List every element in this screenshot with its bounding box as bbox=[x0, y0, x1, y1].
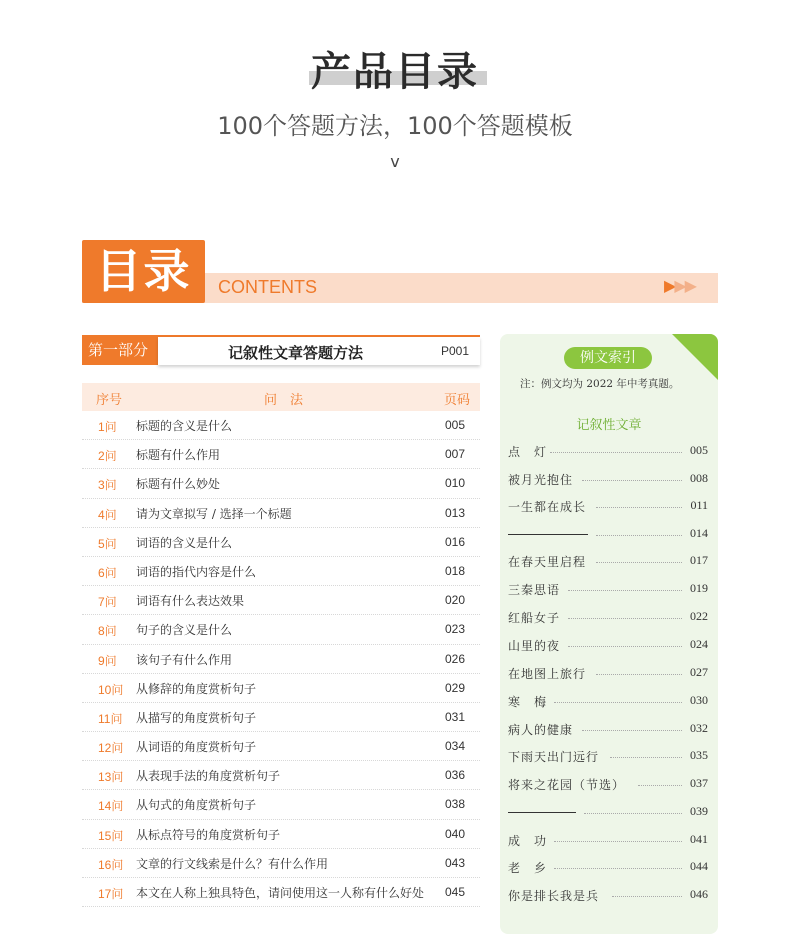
row-number: 2问 bbox=[98, 449, 117, 464]
index-item-page: 005 bbox=[690, 443, 708, 457]
row-question: 词语的指代内容是什么 bbox=[136, 564, 257, 579]
row-page: 043 bbox=[445, 855, 466, 870]
index-item-page: 039 bbox=[690, 804, 708, 818]
index-item-title: 三秦思语 bbox=[508, 583, 561, 597]
row-number: 10问 bbox=[98, 682, 124, 697]
index-item-page: 022 bbox=[690, 609, 708, 623]
header-question: 问 法 bbox=[264, 393, 304, 408]
table-row[interactable] bbox=[82, 878, 480, 907]
row-question: 标题有什么妙处 bbox=[136, 477, 221, 492]
row-question: 从修辞的角度赏析句子 bbox=[136, 681, 257, 696]
section-page: P001 bbox=[441, 344, 470, 358]
index-item-page: 035 bbox=[690, 748, 708, 762]
index-item-title: 山里的夜 bbox=[508, 639, 561, 653]
table-row[interactable] bbox=[82, 469, 480, 498]
row-number: 5问 bbox=[98, 536, 117, 551]
row-number: 6问 bbox=[98, 565, 117, 580]
index-item-title: 点 灯 bbox=[508, 445, 548, 459]
table-row[interactable] bbox=[82, 499, 480, 528]
index-item-title: 在地图上旅行 bbox=[508, 667, 587, 681]
row-number: 11问 bbox=[98, 711, 123, 726]
table-row[interactable] bbox=[82, 732, 480, 761]
row-page: 036 bbox=[445, 768, 466, 783]
index-item-title: 将来之花园（节选） bbox=[508, 778, 626, 792]
down-chevron-icon: v bbox=[390, 152, 400, 171]
row-question: 从表现手法的角度赏析句子 bbox=[136, 769, 281, 784]
index-item-page: 024 bbox=[690, 637, 708, 651]
row-page: 005 bbox=[445, 418, 466, 432]
row-question: 本文在人称上独具特色，请问使用这一人称有什么好处 bbox=[136, 886, 425, 900]
index-category: 记叙性文章 bbox=[576, 418, 642, 433]
dot-leader bbox=[596, 674, 682, 675]
row-question: 词语的含义是什么 bbox=[136, 535, 233, 550]
index-item-page: 044 bbox=[690, 859, 708, 873]
dot-leader bbox=[568, 590, 682, 591]
dot-leader bbox=[610, 757, 682, 758]
dot-leader bbox=[584, 813, 682, 814]
table-row[interactable] bbox=[82, 586, 480, 615]
contents-english-label: CONTENTS bbox=[218, 277, 317, 297]
row-number: 15问 bbox=[98, 828, 124, 843]
row-number: 1问 bbox=[98, 420, 117, 434]
table-row[interactable] bbox=[82, 820, 480, 849]
arrow-icon: ▶ bbox=[674, 276, 685, 295]
row-question: 从句式的角度赏析句子 bbox=[136, 798, 257, 813]
index-item-title: 你是排长我是兵 bbox=[508, 889, 600, 903]
table-row[interactable] bbox=[82, 440, 480, 469]
row-page: 029 bbox=[445, 680, 466, 695]
row-question: 词语有什么表达效果 bbox=[136, 594, 245, 609]
row-page: 020 bbox=[445, 593, 466, 608]
row-page: 018 bbox=[445, 563, 466, 578]
row-page: 010 bbox=[445, 476, 466, 491]
row-question: 标题有什么作用 bbox=[136, 448, 221, 463]
blank-title-line bbox=[508, 812, 576, 813]
row-number: 8问 bbox=[98, 624, 117, 639]
row-number: 16问 bbox=[98, 857, 124, 872]
section-tab: 第一部分 bbox=[82, 335, 158, 365]
table-row[interactable] bbox=[82, 674, 480, 703]
dot-leader bbox=[612, 896, 682, 897]
triple-arrow-icon bbox=[664, 276, 695, 295]
row-question: 标题的含义是什么 bbox=[136, 419, 233, 433]
dot-leader bbox=[554, 841, 682, 842]
row-question: 从标点符号的角度赏析句子 bbox=[136, 827, 281, 842]
dot-leader bbox=[582, 480, 682, 481]
row-number: 9问 bbox=[98, 653, 117, 668]
row-page: 013 bbox=[445, 505, 466, 520]
table-row[interactable] bbox=[82, 557, 480, 586]
index-item-title: 寒 梅 bbox=[508, 695, 548, 709]
table-row[interactable] bbox=[82, 703, 480, 732]
row-question: 从词语的角度赏析句子 bbox=[136, 740, 257, 755]
dot-leader bbox=[596, 507, 682, 508]
row-page: 045 bbox=[445, 885, 466, 899]
section-title: 记叙性文章答题方法 bbox=[228, 344, 364, 362]
index-item-page: 008 bbox=[690, 471, 708, 485]
table-row[interactable] bbox=[82, 615, 480, 644]
row-page: 040 bbox=[445, 826, 466, 841]
index-item-title: 病人的健康 bbox=[508, 723, 574, 737]
row-number: 3问 bbox=[98, 478, 117, 493]
table-row[interactable] bbox=[82, 645, 480, 674]
index-item-title: 红船女子 bbox=[508, 611, 561, 625]
table-row[interactable] bbox=[82, 528, 480, 557]
row-number: 4问 bbox=[98, 507, 117, 522]
row-question: 文章的行文线索是什么？有什么作用 bbox=[136, 856, 329, 871]
dot-leader bbox=[568, 618, 682, 619]
row-number: 17问 bbox=[98, 887, 124, 901]
table-row[interactable] bbox=[82, 761, 480, 790]
row-question: 句子的含义是什么 bbox=[136, 623, 233, 638]
index-item-title: 成 功 bbox=[508, 834, 548, 848]
table-row[interactable] bbox=[82, 790, 480, 819]
index-item-page: 011 bbox=[690, 498, 708, 512]
index-item-title: 被月光抱住 bbox=[508, 473, 574, 487]
table-row[interactable] bbox=[82, 849, 480, 878]
row-page: 023 bbox=[445, 622, 466, 637]
contents-heading: 目录 bbox=[95, 244, 192, 298]
dot-leader bbox=[596, 562, 682, 563]
index-item-page: 017 bbox=[690, 553, 708, 567]
row-number: 14问 bbox=[98, 799, 124, 814]
index-label: 例文索引 bbox=[564, 347, 652, 369]
index-item-page: 014 bbox=[690, 526, 708, 540]
index-item-title: 在春天里启程 bbox=[508, 555, 587, 569]
arrow-icon: ▶ bbox=[684, 276, 695, 295]
index-item-page: 032 bbox=[690, 721, 708, 735]
blank-title-line bbox=[508, 534, 588, 535]
index-item-page: 041 bbox=[690, 832, 708, 846]
corner-triangle-icon bbox=[672, 334, 718, 380]
table-row[interactable] bbox=[82, 411, 480, 440]
row-number: 13问 bbox=[98, 770, 124, 785]
row-number: 12问 bbox=[98, 741, 124, 756]
index-note: 注：例文均为 2022 年中考真题。 bbox=[520, 378, 680, 390]
dot-leader bbox=[596, 535, 682, 536]
header-page: 页码 bbox=[444, 393, 471, 408]
dot-leader bbox=[568, 646, 682, 647]
page-subtitle: 100个答题方法，100个答题模板 bbox=[217, 112, 573, 140]
index-item-title: 一生都在成长 bbox=[508, 500, 587, 514]
header-num: 序号 bbox=[96, 393, 123, 408]
index-item-page: 046 bbox=[690, 887, 708, 901]
index-item-page: 030 bbox=[690, 693, 708, 707]
row-page: 007 bbox=[445, 447, 466, 462]
index-item-title: 老 乡 bbox=[508, 861, 548, 875]
row-number: 7问 bbox=[98, 595, 117, 610]
index-item-page: 027 bbox=[690, 665, 708, 679]
dot-leader bbox=[554, 868, 682, 869]
row-question: 从描写的角度赏析句子 bbox=[136, 710, 257, 725]
dot-leader bbox=[550, 452, 682, 453]
question-list bbox=[82, 411, 480, 907]
dot-leader bbox=[554, 702, 682, 703]
row-page: 016 bbox=[445, 534, 466, 549]
row-page: 034 bbox=[445, 739, 466, 754]
page-title: 产品目录 bbox=[311, 49, 479, 95]
row-page: 031 bbox=[445, 709, 466, 724]
index-item-page: 019 bbox=[690, 581, 708, 595]
dot-leader bbox=[638, 785, 682, 786]
index-item-page: 037 bbox=[690, 776, 708, 790]
dot-leader bbox=[582, 730, 682, 731]
row-page: 038 bbox=[445, 797, 466, 812]
row-question: 请为文章拟写 / 选择一个标题 bbox=[136, 506, 292, 521]
index-item-title: 下雨天出门远行 bbox=[508, 750, 600, 764]
row-question: 该句子有什么作用 bbox=[136, 652, 233, 667]
row-page: 026 bbox=[445, 651, 466, 666]
arrow-icon: ▶ bbox=[664, 276, 675, 295]
